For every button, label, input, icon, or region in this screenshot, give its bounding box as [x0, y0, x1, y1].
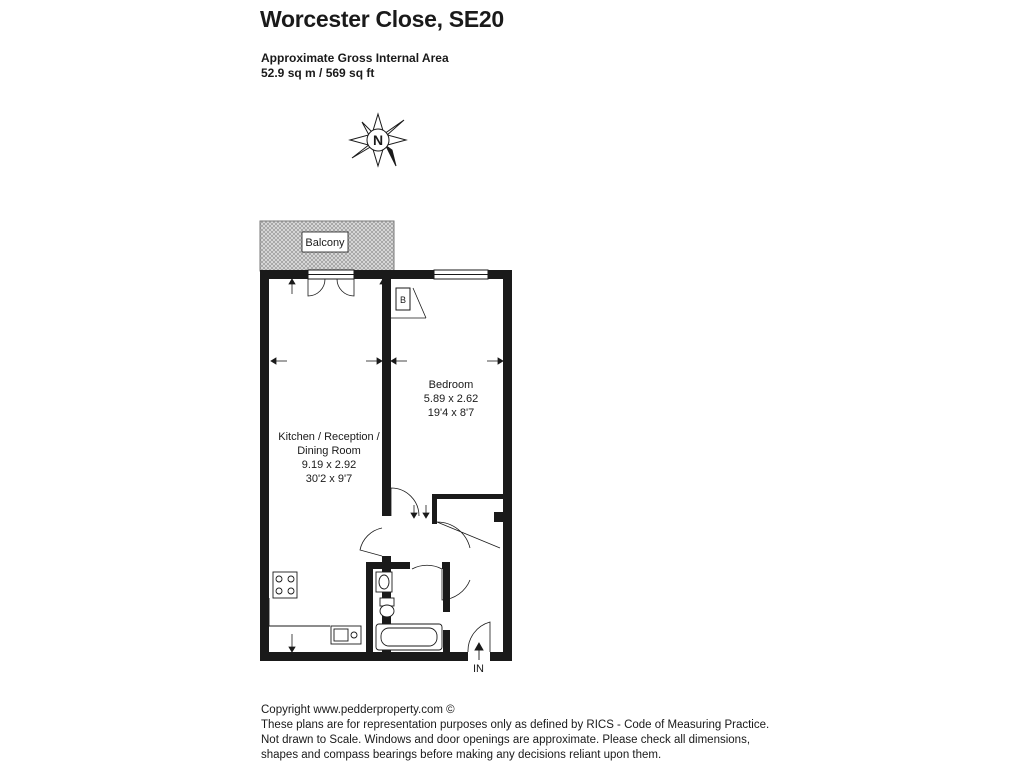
bathroom-door	[412, 565, 470, 600]
cupboard-door	[437, 522, 500, 548]
bedroom-name: Bedroom	[428, 379, 474, 391]
disclaimer-line-3: shapes and compass bearings before making any decisions reliant upon them.	[261, 749, 662, 761]
compass-label: N	[372, 132, 384, 148]
area-value: 52.9 sq m / 569 sq ft	[261, 66, 375, 80]
kitchen-name-line1: Kitchen / Reception /	[278, 431, 380, 443]
area-label: Approximate Gross Internal Area	[261, 51, 449, 65]
boiler-label: B	[399, 295, 407, 305]
disclaimer-line-1: These plans are for representation purposes only as defined by RICS - Code of Measuring Practice.	[261, 719, 770, 731]
bedroom-metric: 5.89 x 2.62	[423, 393, 479, 405]
kitchen-fixtures	[269, 572, 361, 644]
kitchen-imperial: 30'2 x 9'7	[305, 473, 353, 485]
disclaimer-line-2: Not drawn to Scale. Windows and door openings are approximate. Please check all dimensions,	[261, 734, 751, 746]
entrance-label: IN	[473, 663, 484, 675]
disclaimer	[261, 703, 821, 763]
entrance-arrow-icon	[475, 643, 483, 660]
compass-icon	[350, 114, 406, 166]
bedroom-door	[391, 488, 419, 516]
plan-title: Worcester Close, SE20	[260, 6, 504, 32]
balcony-door	[308, 279, 354, 296]
balcony-label: Balcony	[305, 237, 345, 249]
kitchen-name-line2: Dining Room	[297, 445, 361, 457]
kitchen-metric: 9.19 x 2.92	[301, 459, 357, 471]
copyright-line: Copyright www.pedderproperty.com ©	[261, 704, 455, 716]
bedroom-imperial: 19'4 x 8'7	[427, 407, 475, 419]
kitchen-door	[360, 528, 382, 556]
bathroom-fixtures	[376, 572, 442, 650]
